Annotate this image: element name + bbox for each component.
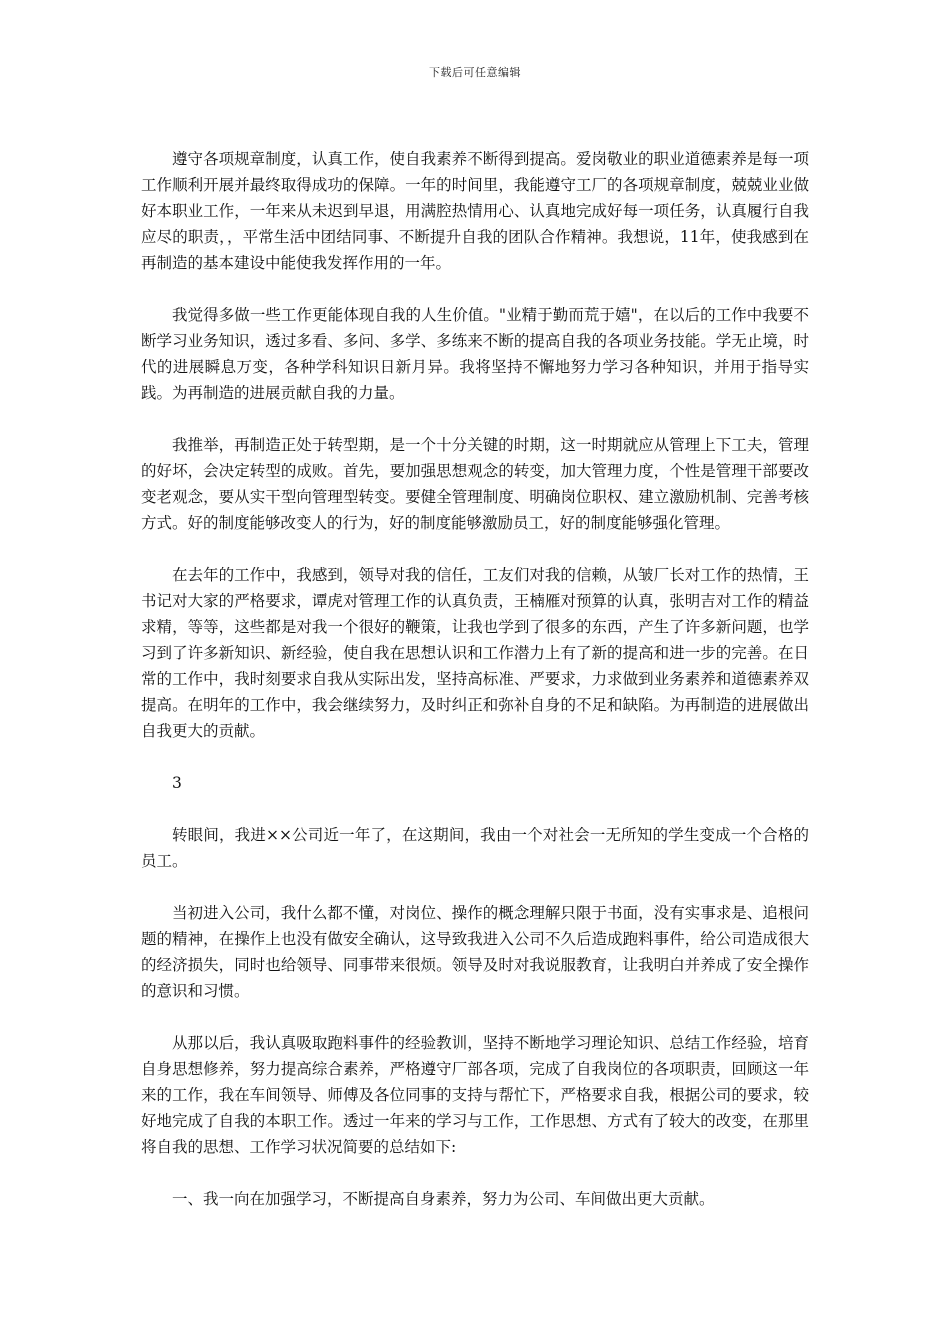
paragraph-initial-experience: 当初进入公司，我什么都不懂，对岗位、操作的概念理解只限于书面，没有实事求是、追根问题的精神，在操作上也没有做安全确认，这导致我进入公司不久后造成跑料事件，给公司造成很大的经济损失，同时也给领导、同事带来很烦。领导及时对我说服教育，让我明白并养成了安全操作的意识和习惯。	[141, 904, 809, 1000]
document-body	[141, 146, 809, 1238]
paragraph-recommendation: 我推举，再制造正处于转型期，是一个十分关键的时期，这一时期就应从管理上下工夫，管理的好坏，会决定转型的成败。首先，要加强思想观念的转变，加大管理力度，个性是管理干部要改变老观念，要从实干型向管理型转变。要健全管理制度、明确岗位职权、建立激励机制、完善考核方式。好的制度能够改变人的行为，好的制度能够激励员工，好的制度能够强化管理。	[141, 436, 809, 532]
paragraph-last-year-work: 在去年的工作中，我感到，领导对我的信任，工友们对我的信赖，从皱厂长对工作的热情，王书记对大家的严格要求，谭虎对管理工作的认真负责，王楠雁对预算的认真，张明吉对工作的精益求精，等等，这些都是对我一个很好的鞭策，让我也学到了很多的东西，产生了许多新问题，也学习到了许多新知识、新经验，使自我在思想认识和工作潜力上有了新的提高和进一步的完善。在日常的工作中，我时刻要求自我从实际出发，坚持高标准、严要求，力求做到业务素养和道德素养双提高。在明年的工作中，我会继续努力，及时纠正和弥补自身的不足和缺陷。为再制造的进展做出自我更大的贡献。	[141, 566, 809, 740]
page-header-note: 下载后可任意编辑	[429, 66, 521, 79]
paragraph-one-year-intro: 转眼间，我进××公司近一年了，在这期间，我由一个对社会一无所知的学生变成一个合格的员工。	[141, 826, 809, 870]
section-number: 3	[172, 774, 182, 792]
paragraph-point-one: 一、我一向在加强学习，不断提高自身素养，努力为公司、车间做出更大贡献。	[172, 1190, 715, 1208]
paragraph-discipline: 遵守各项规章制度，认真工作，使自我素养不断得到提高。爱岗敬业的职业道德素养是每一项工作顺利开展并最终取得成功的保障。一年的时间里，我能遵守工厂的各项规章制度，兢兢业业做好本职业工作，一年来从未迟到早退，用满腔热情用心、认真地完成好每一项任务，认真履行自我应尽的职责，，平常生活中团结同事、不断提升自我的团队合作精神。我想说，11年，使我感到在再制造的基本建设中能使我发挥作用的一年。	[141, 150, 809, 272]
paragraph-self-value: 我觉得多做一些工作更能体现自我的人生价值。"业精于勤而荒于嬉"，在以后的工作中我要不断学习业务知识，透过多看、多问、多学、多练来不断的提高自我的各项业务技能。学无止境，时代的进展瞬息万变，各种学科知识日新月异。我将坚持不懈地努力学习各种知识，并用于指导实践。为再制造的进展贡献自我的力量。	[141, 306, 809, 402]
paragraph-lessons-learned: 从那以后，我认真吸取跑料事件的经验教训，坚持不断地学习理论知识、总结工作经验，培育自身思想修养，努力提高综合素养，严格遵守厂部各项，完成了自我岗位的各项职责，回顾这一年来的工作，我在车间领导、师傅及各位同事的支持与帮忙下，严格要求自我，根据公司的要求，较好地完成了自我的本职工作。透过一年来的学习与工作，工作思想、方式有了较大的改变，在那里将自我的思想、工作学习状况简要的总结如下:	[141, 1034, 809, 1156]
